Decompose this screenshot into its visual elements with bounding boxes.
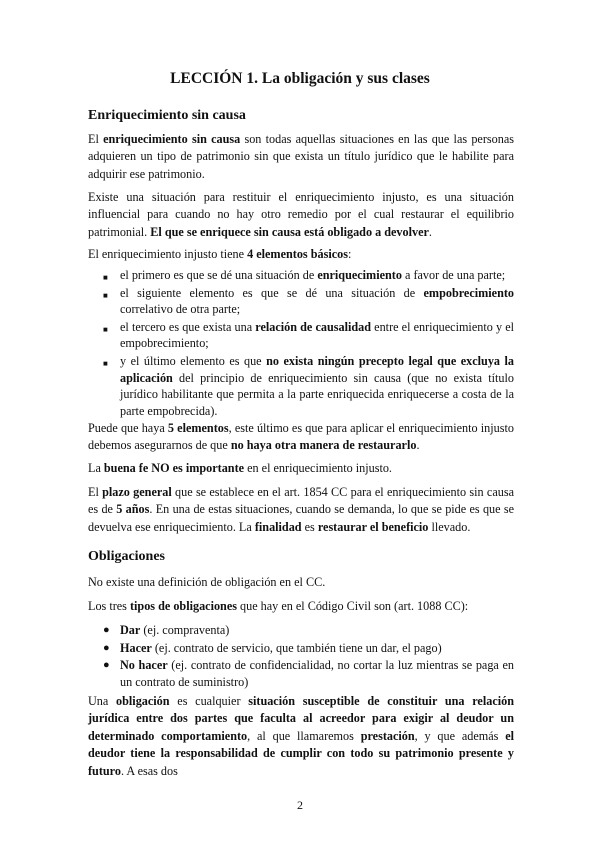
bold-term: relación de causalidad — [255, 319, 372, 334]
paragraph-types-intro: Los tres tipos de obligaciones que hay en el Código Civil son (art. 1088 CC): — [88, 599, 469, 613]
bold-term: no exista ningún precepto legal que excluya la aplicación — [120, 353, 514, 385]
heading-enriquecimiento: Enriquecimiento sin causa — [88, 108, 246, 123]
bold-term: empobrecimiento — [423, 285, 514, 300]
list-item: ■ el tercero es que exista una relación de causalidad entre el enriquecimiento y el empobrecimiento; — [103, 319, 514, 351]
bold-term: No hacer — [120, 658, 168, 673]
paragraph-five-elements: Puede que haya 5 elementos, este último es que para aplicar el enriquecimiento injusto debemos asegurarnos de que no haya otra manera de restaurarlo. — [88, 421, 514, 453]
paragraph-elements-intro: El enriquecimiento injusto tiene 4 elementos básicos: — [88, 247, 352, 261]
bold-term: restaurar el beneficio — [317, 519, 429, 534]
paragraph-definition: El enriquecimiento sin causa son todas aquellas situaciones en las que las personas adquieren un tipo de patrimonio sin que exista un título jurídico que le habilite para adquirir ese patrimonio. — [88, 132, 514, 181]
list-item: ■ el primero es que se dé una situación de enriquecimiento a favor de una parte; — [88, 267, 514, 284]
bold-term: Dar — [120, 623, 141, 637]
bold-term: enriquecimiento sin causa — [103, 132, 241, 146]
list-item: ● Hacer (ej. contrato de servicio, que también tiene un dar, el pago) — [103, 640, 442, 655]
bold-term: situación susceptible de constituir una relación jurídica entre dos partes que faculta al acreedor para exigir al deudor un determinado comportamiento — [88, 694, 514, 743]
bold-term: obligación — [116, 694, 170, 708]
paragraph-buena-fe: La buena fe NO es importante en el enriquecimiento injusto. — [88, 461, 392, 475]
bold-term: finalidad — [254, 519, 302, 534]
list-item: ■ el siguiente elemento es que se dé una situación de empobrecimiento correlativo de otra parte; — [103, 285, 514, 317]
obligation-types-list — [88, 622, 514, 691]
bullet-icon: ■ — [103, 273, 108, 282]
bullet-icon: ■ — [103, 290, 108, 300]
bold-term: el deudor tiene la responsabilidad de cumplir con todo su patrimonio presente y futuro — [88, 728, 514, 778]
bold-term: prestación — [360, 728, 415, 743]
bold-term: no haya otra manera de restaurarlo — [230, 438, 417, 453]
list-item: ● No hacer (ej. contrato de confidencialidad, no cortar la luz mientras se paga en un contrato de suministro) — [103, 658, 514, 689]
bullet-icon: ■ — [103, 324, 108, 334]
bold-term: 5 años — [116, 502, 150, 517]
page-number: 2 — [297, 798, 303, 812]
paragraph-restitution: Existe una situación para restituir el enriquecimiento injusto, es una situación influencial para cuando no hay otro remedio por el cual restaurar el equilibrio patrimonial. El que se enriquece sin causa está obligado a devolver. — [88, 190, 514, 239]
bullet-icon: ● — [103, 641, 110, 654]
bold-term: plazo general — [102, 485, 172, 499]
bullet-icon: ■ — [103, 358, 108, 368]
paragraph-no-definition: No existe una definición de obligación en el CC. — [88, 575, 326, 589]
bullet-icon: ● — [103, 659, 110, 672]
bold-term: enriquecimiento — [317, 268, 402, 282]
paragraph-obligation-definition: Una obligación es cualquier situación susceptible de constituir una relación jurídica entre dos partes que faculta al acreedor para exigir al deudor un determinado comportamiento, al que llamaremos prestación, y que además el deudor tiene la responsabilidad de cumplir con todo su patrimonio presente y futuro. A esas dos — [88, 694, 514, 778]
bold-term: buena fe NO es importante — [103, 461, 245, 475]
bold-term: Hacer — [120, 640, 152, 655]
list-item: ● Dar (ej. compraventa) — [103, 623, 230, 637]
bold-term: El que se enriquece sin causa está obligado a devolver — [150, 224, 429, 239]
bullet-icon: ● — [103, 624, 110, 636]
bold-term: tipos de obligaciones — [129, 599, 237, 613]
bold-term: 5 elementos — [167, 421, 229, 435]
bold-term: 4 elementos básicos — [247, 247, 348, 261]
page-title: LECCIÓN 1. La obligación y sus clases — [170, 70, 430, 87]
list-item: ■ y el último elemento es que no exista ningún precepto legal que excluya la aplicación del principio de enriquecimiento sin causa (que no exista título jurídico habilitante que permita a la parte enriquecida enriquecerse a costa de la parte empobrecida). — [103, 353, 514, 418]
elements-list — [88, 267, 514, 420]
paragraph-plazo: El plazo general que se establece en el art. 1854 CC para el enriquecimiento sin causa es de 5 años. En una de estas situaciones, cuando se demanda, lo que se pide es que se devuelva ese enriquecimiento. La finalidad es restaurar el beneficio llevado. — [88, 485, 514, 534]
heading-obligaciones: Obligaciones — [88, 549, 166, 564]
